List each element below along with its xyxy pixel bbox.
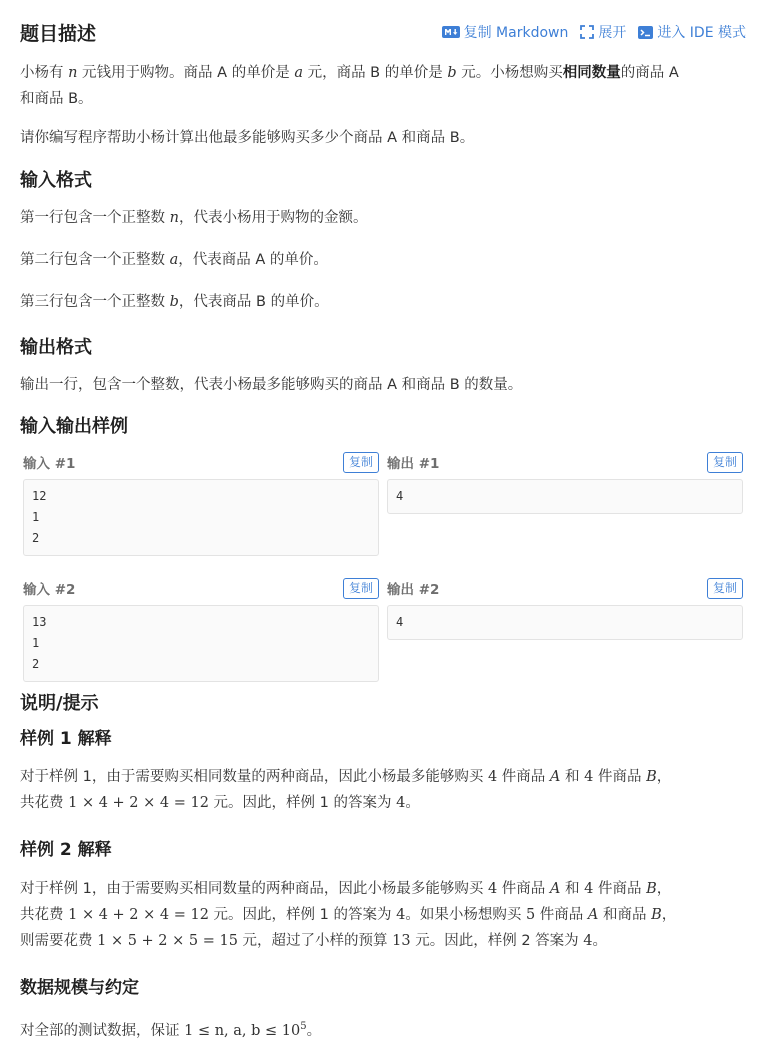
math-expression: 1 × 4 + 2 × 4 = 12 [68, 795, 209, 811]
sample-output-label: 输出 #2 [387, 582, 440, 598]
terminal-icon [638, 26, 653, 39]
text-run: ，代表商品 A 的单价。 [178, 252, 328, 268]
math-var-B: B [651, 907, 662, 923]
text-run: 元，超过了小样的预算 [237, 933, 393, 949]
description-paragraph-2: 请你编写程序帮助小杨计算出他最多能够购买多少个商品 A 和商品 B。 [20, 130, 475, 146]
text-run: 元。小杨想购买 [456, 65, 563, 81]
math-num: 4 [487, 881, 498, 897]
math-var-b: b [169, 294, 179, 310]
ide-mode-button[interactable] [638, 22, 746, 42]
section-title-input-format: 输入格式 [20, 170, 92, 191]
sample-output-1-box [387, 479, 743, 514]
math-num: 4 [487, 769, 498, 785]
ide-mode-label: 进入 IDE 模式 [657, 25, 746, 41]
sample-line: 4 [396, 615, 404, 629]
text-run: 的商品 A [620, 65, 679, 81]
text-run: ， [656, 769, 672, 785]
text-run: 和商品 B。 [20, 91, 93, 107]
scale-heading-wrap [20, 973, 746, 998]
text-run: ，代表小杨用于购物的金额。 [178, 210, 368, 226]
input-format-line-1 [20, 205, 746, 231]
markdown-icon [442, 26, 460, 38]
copy-sample-input-1-button[interactable]: 复制 [343, 452, 379, 473]
text-run: 。如果小杨想购买 [405, 907, 526, 923]
sample-input-label: 输入 #2 [23, 582, 76, 598]
text-run: 对全部的测试数据，保证 [20, 1022, 185, 1039]
copy-sample-output-1-button[interactable]: 复制 [707, 452, 743, 473]
math-expression: 1 × 4 + 2 × 4 = 12 [68, 907, 209, 923]
math-var-a: a [294, 65, 303, 81]
math-num: 13 [392, 933, 411, 949]
sample-line: 4 [396, 489, 404, 503]
samples-heading-wrap [20, 412, 746, 438]
description-paragraph-1 [20, 60, 746, 112]
text-run: 第二行包含一个正整数 [20, 252, 170, 268]
text-run: 对于样例 1，由于需要购买相同数量的两种商品，因此小杨最多能够购买 [20, 881, 488, 897]
math-num: 4 [583, 933, 593, 949]
bold-text: 相同数量 [562, 65, 621, 81]
copy-sample-output-2-button[interactable]: 复制 [707, 578, 743, 599]
text-run: 件商品 [497, 769, 550, 785]
math-var-A: A [549, 881, 561, 897]
sample-1-explanation [20, 764, 746, 816]
sample-2-explanation [20, 876, 746, 954]
text-run: 则需要花费 [20, 933, 98, 949]
sample-line: 1 [32, 636, 40, 650]
math-var-a: a [169, 252, 179, 268]
sample-1-explanation-title: 样例 1 解释 [20, 729, 112, 749]
sample-output-label: 输出 #1 [387, 456, 440, 472]
description-block [20, 60, 746, 112]
text-run: 。 [405, 795, 420, 811]
text-run: 元。因此，样例 2 答案为 [410, 933, 584, 949]
sample-2-explanation-title: 样例 2 解释 [20, 840, 112, 860]
math-var-B: B [646, 769, 657, 785]
text-run: 件商品 [535, 907, 588, 923]
math-expression: 1 ≤ n, a, b ≤ 10 [184, 1022, 301, 1039]
sample-output-1 [387, 450, 743, 514]
scale-paragraph-wrap [20, 1014, 746, 1044]
copy-markdown-label: 复制 Markdown [463, 25, 569, 41]
math-var-n: n [169, 210, 179, 226]
text-run: 件商品 [497, 881, 550, 897]
text-run: 和商品 [598, 907, 652, 923]
input-format-line-3 [20, 289, 746, 315]
text-run: 第三行包含一个正整数 [20, 294, 170, 310]
text-run: 和 [560, 881, 585, 897]
expand-label: 展开 [598, 25, 627, 41]
ex2-heading-wrap [20, 835, 746, 860]
expand-button[interactable] [580, 22, 626, 42]
math-num: 4 [584, 881, 594, 897]
section-title-output-format: 输出格式 [20, 337, 92, 358]
sample-input-1-box [23, 479, 379, 556]
sample-line: 12 [32, 489, 47, 503]
input-format-line-2 [20, 247, 746, 273]
section-title-description: 题目描述 [20, 22, 97, 45]
hints-heading-wrap [20, 689, 746, 715]
copy-sample-input-2-button[interactable]: 复制 [343, 578, 379, 599]
sample-input-1 [23, 450, 379, 556]
text-run: 元。因此，样例 1 的答案为 [208, 795, 397, 811]
output-format-heading-wrap [20, 333, 746, 359]
problem-header [20, 18, 746, 46]
math-num: 4 [396, 907, 406, 923]
text-run: ， [656, 881, 672, 897]
text-run: 件商品 [593, 881, 647, 897]
text-run: 小杨有 [20, 65, 69, 81]
text-run: 元，商品 B 的单价是 [302, 65, 448, 81]
input-format-heading-wrap [20, 166, 746, 192]
output-format-text-wrap [20, 372, 746, 398]
math-num: 4 [396, 795, 406, 811]
text-run: 对于样例 1，由于需要购买相同数量的两种商品，因此小杨最多能够购买 [20, 769, 488, 785]
description-block-2 [20, 125, 746, 151]
math-num: 5 [525, 907, 536, 923]
sample-line: 1 [32, 510, 40, 524]
section-title-hints: 说明/提示 [20, 693, 99, 714]
sample-output-2-box [387, 605, 743, 640]
section-title-samples: 输入输出样例 [20, 416, 128, 437]
text-run: 。 [592, 933, 608, 949]
text-run: 件商品 [593, 769, 647, 785]
output-format-text: 输出一行，包含一个整数，代表小杨最多能够购买的商品 A 和商品 B 的数量。 [20, 377, 523, 393]
sample-line: 13 [32, 615, 47, 629]
math-num: 4 [584, 769, 594, 785]
math-var-n: n [68, 65, 78, 81]
math-var-B: B [646, 881, 657, 897]
header-actions [442, 22, 746, 42]
ex1-heading-wrap [20, 724, 746, 749]
text-run: 。 [306, 1022, 322, 1039]
text-run: 元。因此，样例 1 的答案为 [208, 907, 397, 923]
sample-input-label: 输入 #1 [23, 456, 76, 472]
data-scale-text [20, 1014, 746, 1044]
expand-icon [580, 25, 594, 39]
sample-input-2-box [23, 605, 379, 682]
data-scale-title: 数据规模与约定 [20, 978, 139, 998]
math-var-b: b [447, 65, 457, 81]
math-var-A: A [549, 769, 561, 785]
text-run: ， [661, 907, 677, 923]
ex1-paragraph-wrap [20, 764, 746, 816]
text-run: 元钱用于购物。商品 A 的单价是 [77, 65, 295, 81]
math-exponent: 5 [300, 1021, 307, 1032]
text-run: 共花费 [20, 907, 69, 923]
sample-output-2 [387, 576, 743, 640]
math-expression: 1 × 5 + 2 × 5 = 15 [97, 933, 238, 949]
sample-input-2 [23, 576, 379, 682]
text-run: 第一行包含一个正整数 [20, 210, 170, 226]
math-var-A: A [587, 907, 599, 923]
text-run: 共花费 [20, 795, 69, 811]
sample-line: 2 [32, 657, 40, 671]
text-run: 和 [560, 769, 585, 785]
text-run: ，代表商品 B 的单价。 [178, 294, 329, 310]
copy-markdown-button[interactable] [442, 22, 569, 42]
sample-line: 2 [32, 531, 40, 545]
ex2-paragraph-wrap [20, 876, 746, 954]
